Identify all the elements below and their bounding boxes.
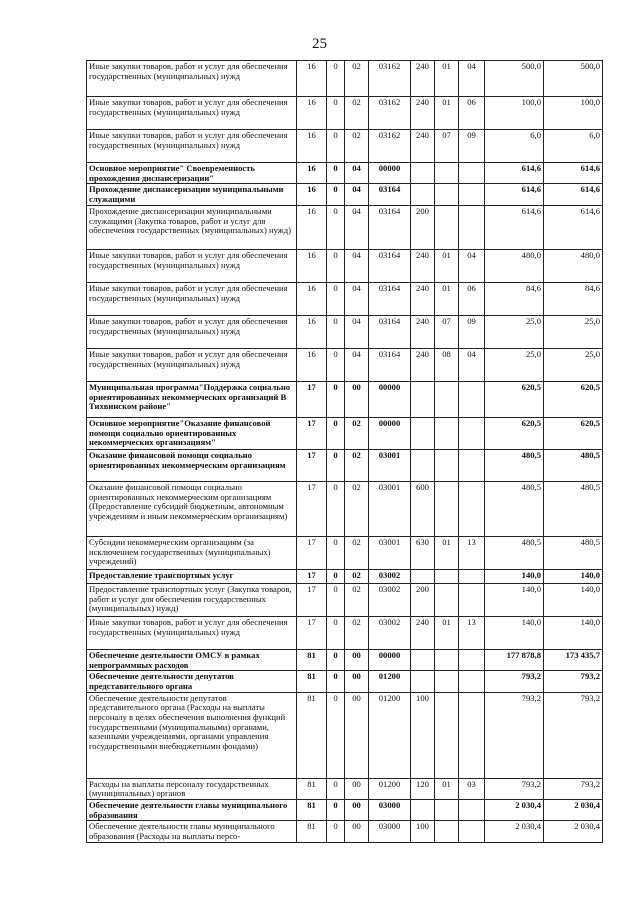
- name-cell: Основное мероприятие"Оказание финансовой помощи социально ориентированных некоммерческих организациям": [87, 417, 297, 449]
- table-row: [87, 649, 603, 670]
- rz-cell: [435, 417, 459, 449]
- gp-cell: 16: [297, 97, 327, 130]
- sum1-cell: 620,5: [485, 381, 544, 417]
- sum2-cell: 793,2: [544, 778, 603, 799]
- rz-cell: [435, 583, 459, 616]
- table-row: [87, 381, 603, 417]
- dir-cell: 03001: [369, 449, 411, 481]
- pr-cell: 09: [459, 315, 485, 348]
- om-cell: 00: [345, 381, 369, 417]
- dir-cell: 03002: [369, 583, 411, 616]
- pr-cell: [459, 184, 485, 205]
- table-row: [87, 821, 603, 843]
- rz-cell: [435, 481, 459, 536]
- name-cell: Иные закупки товаров, работ и услуг для обеспечения государственных (муниципальных) нужд: [87, 348, 297, 381]
- gp-cell: 17: [297, 583, 327, 616]
- vr-cell: 240: [411, 130, 435, 163]
- name-cell: Прохождение диспансеризации муниципальными служащими (Закупка товаров, работ и услуг для обеспечения государственных (муниципальных) нужд): [87, 205, 297, 249]
- table-row: [87, 315, 603, 348]
- dir-cell: 03164: [369, 249, 411, 282]
- rz-cell: 01: [435, 282, 459, 315]
- sum1-cell: 500,0: [485, 61, 544, 97]
- dir-cell: 03001: [369, 536, 411, 569]
- name-cell: Иные закупки товаров, работ и услуг для обеспечения государственных (муниципальных) нужд: [87, 97, 297, 130]
- om-cell: 04: [345, 249, 369, 282]
- om-cell: 02: [345, 130, 369, 163]
- pr-cell: [459, 205, 485, 249]
- pp-cell: 0: [327, 163, 345, 184]
- table-row: [87, 692, 603, 778]
- name-cell: Иные закупки товаров, работ и услуг для обеспечения государственных (муниципальных) нужд: [87, 315, 297, 348]
- sum2-cell: 480,5: [544, 449, 603, 481]
- rz-cell: [435, 205, 459, 249]
- om-cell: 04: [345, 163, 369, 184]
- rz-cell: [435, 163, 459, 184]
- pp-cell: 0: [327, 778, 345, 799]
- pr-cell: 06: [459, 282, 485, 315]
- dir-cell: 00000: [369, 163, 411, 184]
- vr-cell: [411, 800, 435, 821]
- dir-cell: 03162: [369, 97, 411, 130]
- om-cell: 02: [345, 61, 369, 97]
- sum2-cell: 6,0: [544, 130, 603, 163]
- sum1-cell: 793,2: [485, 671, 544, 692]
- om-cell: 04: [345, 348, 369, 381]
- rz-cell: 07: [435, 130, 459, 163]
- sum2-cell: 620,5: [544, 417, 603, 449]
- dir-cell: 01200: [369, 692, 411, 778]
- dir-cell: 03002: [369, 616, 411, 649]
- pr-cell: 06: [459, 97, 485, 130]
- table-row: [87, 616, 603, 649]
- pr-cell: [459, 569, 485, 583]
- name-cell: Иные закупки товаров, работ и услуг для обеспечения государственных (муниципальных) нужд: [87, 249, 297, 282]
- pp-cell: 0: [327, 97, 345, 130]
- sum2-cell: 793,2: [544, 692, 603, 778]
- gp-cell: 17: [297, 381, 327, 417]
- pr-cell: [459, 381, 485, 417]
- sum2-cell: 614,6: [544, 205, 603, 249]
- table-row: [87, 569, 603, 583]
- sum2-cell: 25,0: [544, 348, 603, 381]
- sum1-cell: 25,0: [485, 348, 544, 381]
- dir-cell: 03001: [369, 481, 411, 536]
- gp-cell: 17: [297, 481, 327, 536]
- sum2-cell: 173 435,7: [544, 649, 603, 670]
- table-row: [87, 282, 603, 315]
- table-row: [87, 481, 603, 536]
- sum2-cell: 480,5: [544, 536, 603, 569]
- table-row: [87, 249, 603, 282]
- sum1-cell: 2 030,4: [485, 821, 544, 843]
- name-cell: Обеспечение деятельности ОМСУ в рамках непрограммных расходов: [87, 649, 297, 670]
- vr-cell: [411, 381, 435, 417]
- pp-cell: 0: [327, 800, 345, 821]
- pp-cell: 0: [327, 671, 345, 692]
- page-number: 25: [312, 36, 327, 52]
- pp-cell: 0: [327, 61, 345, 97]
- vr-cell: [411, 649, 435, 670]
- vr-cell: [411, 163, 435, 184]
- vr-cell: 120: [411, 778, 435, 799]
- gp-cell: 16: [297, 163, 327, 184]
- om-cell: 02: [345, 536, 369, 569]
- dir-cell: 03164: [369, 184, 411, 205]
- pr-cell: [459, 692, 485, 778]
- vr-cell: 200: [411, 205, 435, 249]
- pr-cell: [459, 449, 485, 481]
- sum1-cell: 140,0: [485, 616, 544, 649]
- pp-cell: 0: [327, 481, 345, 536]
- pr-cell: [459, 671, 485, 692]
- sum2-cell: 140,0: [544, 616, 603, 649]
- table-row: [87, 536, 603, 569]
- rz-cell: 01: [435, 616, 459, 649]
- sum2-cell: 84,6: [544, 282, 603, 315]
- om-cell: 02: [345, 417, 369, 449]
- table-row: [87, 130, 603, 163]
- vr-cell: 100: [411, 692, 435, 778]
- pp-cell: 0: [327, 569, 345, 583]
- sum2-cell: 140,0: [544, 583, 603, 616]
- name-cell: Предоставление транспортных услуг: [87, 569, 297, 583]
- pp-cell: 0: [327, 821, 345, 843]
- sum1-cell: 480,0: [485, 249, 544, 282]
- dir-cell: 01200: [369, 671, 411, 692]
- pp-cell: 0: [327, 449, 345, 481]
- sum1-cell: 84,6: [485, 282, 544, 315]
- gp-cell: 81: [297, 692, 327, 778]
- rz-cell: 08: [435, 348, 459, 381]
- vr-cell: 200: [411, 583, 435, 616]
- vr-cell: 240: [411, 616, 435, 649]
- vr-cell: 240: [411, 97, 435, 130]
- name-cell: Иные закупки товаров, работ и услуг для обеспечения государственных (муниципальных) нужд: [87, 130, 297, 163]
- sum1-cell: 100,0: [485, 97, 544, 130]
- sum2-cell: 614,6: [544, 184, 603, 205]
- gp-cell: 81: [297, 778, 327, 799]
- sum1-cell: 177 878,8: [485, 649, 544, 670]
- name-cell: Обеспечение деятельности депутатов представительного органа (Расходы на выплаты персоналу в целях обеспечения выполнения функций государственными (муниципальными) органами, казенными учреждениями, органами управления государственными внебюджетными фондами): [87, 692, 297, 778]
- pr-cell: 13: [459, 536, 485, 569]
- pr-cell: 04: [459, 249, 485, 282]
- table-row: [87, 671, 603, 692]
- sum1-cell: 614,6: [485, 184, 544, 205]
- om-cell: 00: [345, 800, 369, 821]
- vr-cell: 240: [411, 315, 435, 348]
- vr-cell: [411, 449, 435, 481]
- rz-cell: 01: [435, 97, 459, 130]
- pp-cell: 0: [327, 381, 345, 417]
- om-cell: 02: [345, 569, 369, 583]
- dir-cell: 00000: [369, 381, 411, 417]
- pr-cell: [459, 800, 485, 821]
- om-cell: 00: [345, 778, 369, 799]
- pp-cell: 0: [327, 417, 345, 449]
- sum2-cell: 100,0: [544, 97, 603, 130]
- pr-cell: 09: [459, 130, 485, 163]
- sum1-cell: 480,5: [485, 536, 544, 569]
- table-row: [87, 61, 603, 97]
- table-row: [87, 417, 603, 449]
- name-cell: Оказание финансовой помощи социально ориентированных некоммерческим организациям (Предоставление субсидий бюджетным, автономным учреждениям и иным некоммерческим организациям): [87, 481, 297, 536]
- vr-cell: [411, 184, 435, 205]
- name-cell: Обеспечение деятельности депутатов представительного органа: [87, 671, 297, 692]
- rz-cell: 01: [435, 61, 459, 97]
- dir-cell: 03000: [369, 821, 411, 843]
- om-cell: 00: [345, 692, 369, 778]
- gp-cell: 16: [297, 249, 327, 282]
- gp-cell: 17: [297, 569, 327, 583]
- table-row: [87, 97, 603, 130]
- pp-cell: 0: [327, 205, 345, 249]
- pr-cell: [459, 481, 485, 536]
- name-cell: Муниципальная программа"Поддержка социально ориентированных некоммерческих организаций В Тихвинском районе": [87, 381, 297, 417]
- rz-cell: 01: [435, 536, 459, 569]
- pp-cell: 0: [327, 130, 345, 163]
- name-cell: Оказание финансовой помощи социально ориентированных некоммерческим организациям: [87, 449, 297, 481]
- dir-cell: 00000: [369, 649, 411, 670]
- om-cell: 02: [345, 481, 369, 536]
- sum1-cell: 25,0: [485, 315, 544, 348]
- table-row: [87, 800, 603, 821]
- sum2-cell: 25,0: [544, 315, 603, 348]
- dir-cell: 01200: [369, 778, 411, 799]
- rz-cell: [435, 671, 459, 692]
- rz-cell: 07: [435, 315, 459, 348]
- pp-cell: 0: [327, 616, 345, 649]
- table-row: [87, 163, 603, 184]
- pp-cell: 0: [327, 282, 345, 315]
- vr-cell: [411, 671, 435, 692]
- pr-cell: [459, 821, 485, 843]
- pp-cell: 0: [327, 249, 345, 282]
- sum1-cell: 140,0: [485, 583, 544, 616]
- om-cell: 04: [345, 315, 369, 348]
- gp-cell: 16: [297, 205, 327, 249]
- gp-cell: 17: [297, 616, 327, 649]
- sum1-cell: 480,5: [485, 449, 544, 481]
- sum1-cell: 6,0: [485, 130, 544, 163]
- om-cell: 04: [345, 184, 369, 205]
- pp-cell: 0: [327, 315, 345, 348]
- sum2-cell: 614,6: [544, 163, 603, 184]
- gp-cell: 16: [297, 282, 327, 315]
- rz-cell: 01: [435, 249, 459, 282]
- name-cell: Предоставление транспортных услуг (Закупка товаров, работ и услуг для обеспечения государственных (муниципальных) нужд): [87, 583, 297, 616]
- sum1-cell: 140,0: [485, 569, 544, 583]
- rz-cell: [435, 800, 459, 821]
- budget-table: [86, 60, 603, 843]
- dir-cell: 03164: [369, 348, 411, 381]
- dir-cell: 00000: [369, 417, 411, 449]
- rz-cell: [435, 449, 459, 481]
- sum1-cell: 480,5: [485, 481, 544, 536]
- vr-cell: [411, 569, 435, 583]
- pp-cell: 0: [327, 536, 345, 569]
- table-row: [87, 778, 603, 799]
- name-cell: Обеспечение деятельности главы муниципального образования (Расходы на выплаты персо-: [87, 821, 297, 843]
- name-cell: Иные закупки товаров, работ и услуг для обеспечения государственных (муниципальных) нужд: [87, 282, 297, 315]
- om-cell: 00: [345, 821, 369, 843]
- vr-cell: 240: [411, 282, 435, 315]
- om-cell: 02: [345, 616, 369, 649]
- pr-cell: [459, 649, 485, 670]
- om-cell: 04: [345, 205, 369, 249]
- sum1-cell: 614,6: [485, 205, 544, 249]
- pr-cell: [459, 417, 485, 449]
- sum1-cell: 793,2: [485, 692, 544, 778]
- table-row: [87, 449, 603, 481]
- sum1-cell: 793,2: [485, 778, 544, 799]
- pr-cell: 04: [459, 348, 485, 381]
- vr-cell: 240: [411, 249, 435, 282]
- sum2-cell: 2 030,4: [544, 800, 603, 821]
- rz-cell: [435, 821, 459, 843]
- dir-cell: 03164: [369, 282, 411, 315]
- name-cell: Иные закупки товаров, работ и услуг для обеспечения государственных (муниципальных) нужд: [87, 616, 297, 649]
- rz-cell: 01: [435, 778, 459, 799]
- dir-cell: 03162: [369, 130, 411, 163]
- name-cell: Расходы на выплаты персоналу государственных (муниципальных) органов: [87, 778, 297, 799]
- om-cell: 00: [345, 671, 369, 692]
- name-cell: Субсидии некоммерческим организациям (за исключением государственных (муниципальных) учреждений): [87, 536, 297, 569]
- sum2-cell: 140,0: [544, 569, 603, 583]
- vr-cell: 240: [411, 61, 435, 97]
- pp-cell: 0: [327, 348, 345, 381]
- gp-cell: 81: [297, 671, 327, 692]
- table-row: [87, 583, 603, 616]
- dir-cell: 03164: [369, 205, 411, 249]
- vr-cell: 100: [411, 821, 435, 843]
- gp-cell: 17: [297, 536, 327, 569]
- om-cell: 02: [345, 583, 369, 616]
- dir-cell: 03164: [369, 315, 411, 348]
- pp-cell: 0: [327, 583, 345, 616]
- sum2-cell: 793,2: [544, 671, 603, 692]
- pp-cell: 0: [327, 649, 345, 670]
- pp-cell: 0: [327, 184, 345, 205]
- table-row: [87, 348, 603, 381]
- pr-cell: 04: [459, 61, 485, 97]
- name-cell: Основное мероприятие" Своевременность прохождения диспансеризации": [87, 163, 297, 184]
- gp-cell: 81: [297, 821, 327, 843]
- gp-cell: 16: [297, 315, 327, 348]
- rz-cell: [435, 569, 459, 583]
- name-cell: Обеспечение деятельности главы муниципального образования: [87, 800, 297, 821]
- om-cell: 02: [345, 97, 369, 130]
- gp-cell: 16: [297, 348, 327, 381]
- om-cell: 02: [345, 449, 369, 481]
- gp-cell: 81: [297, 800, 327, 821]
- vr-cell: 630: [411, 536, 435, 569]
- name-cell: Прохождение диспансеризации муниципальными служащими: [87, 184, 297, 205]
- vr-cell: [411, 417, 435, 449]
- table-row: [87, 184, 603, 205]
- pp-cell: 0: [327, 692, 345, 778]
- rz-cell: [435, 381, 459, 417]
- pr-cell: [459, 583, 485, 616]
- rz-cell: [435, 184, 459, 205]
- rz-cell: [435, 649, 459, 670]
- sum2-cell: 500,0: [544, 61, 603, 97]
- table-row: [87, 205, 603, 249]
- name-cell: Иные закупки товаров, работ и услуг для обеспечения государственных (муниципальных) нужд: [87, 61, 297, 97]
- om-cell: 04: [345, 282, 369, 315]
- sum2-cell: 620,5: [544, 381, 603, 417]
- sum2-cell: 480,0: [544, 249, 603, 282]
- gp-cell: 17: [297, 417, 327, 449]
- gp-cell: 16: [297, 130, 327, 163]
- pr-cell: 13: [459, 616, 485, 649]
- sum2-cell: 2 030,4: [544, 821, 603, 843]
- gp-cell: 81: [297, 649, 327, 670]
- dir-cell: 03002: [369, 569, 411, 583]
- sum1-cell: 614,6: [485, 163, 544, 184]
- vr-cell: 240: [411, 348, 435, 381]
- pr-cell: 03: [459, 778, 485, 799]
- gp-cell: 16: [297, 184, 327, 205]
- sum1-cell: 620,5: [485, 417, 544, 449]
- vr-cell: 600: [411, 481, 435, 536]
- rz-cell: [435, 692, 459, 778]
- sum2-cell: 480,5: [544, 481, 603, 536]
- dir-cell: 03162: [369, 61, 411, 97]
- om-cell: 00: [345, 649, 369, 670]
- dir-cell: 03000: [369, 800, 411, 821]
- gp-cell: 16: [297, 61, 327, 97]
- sum1-cell: 2 030,4: [485, 800, 544, 821]
- pr-cell: [459, 163, 485, 184]
- gp-cell: 17: [297, 449, 327, 481]
